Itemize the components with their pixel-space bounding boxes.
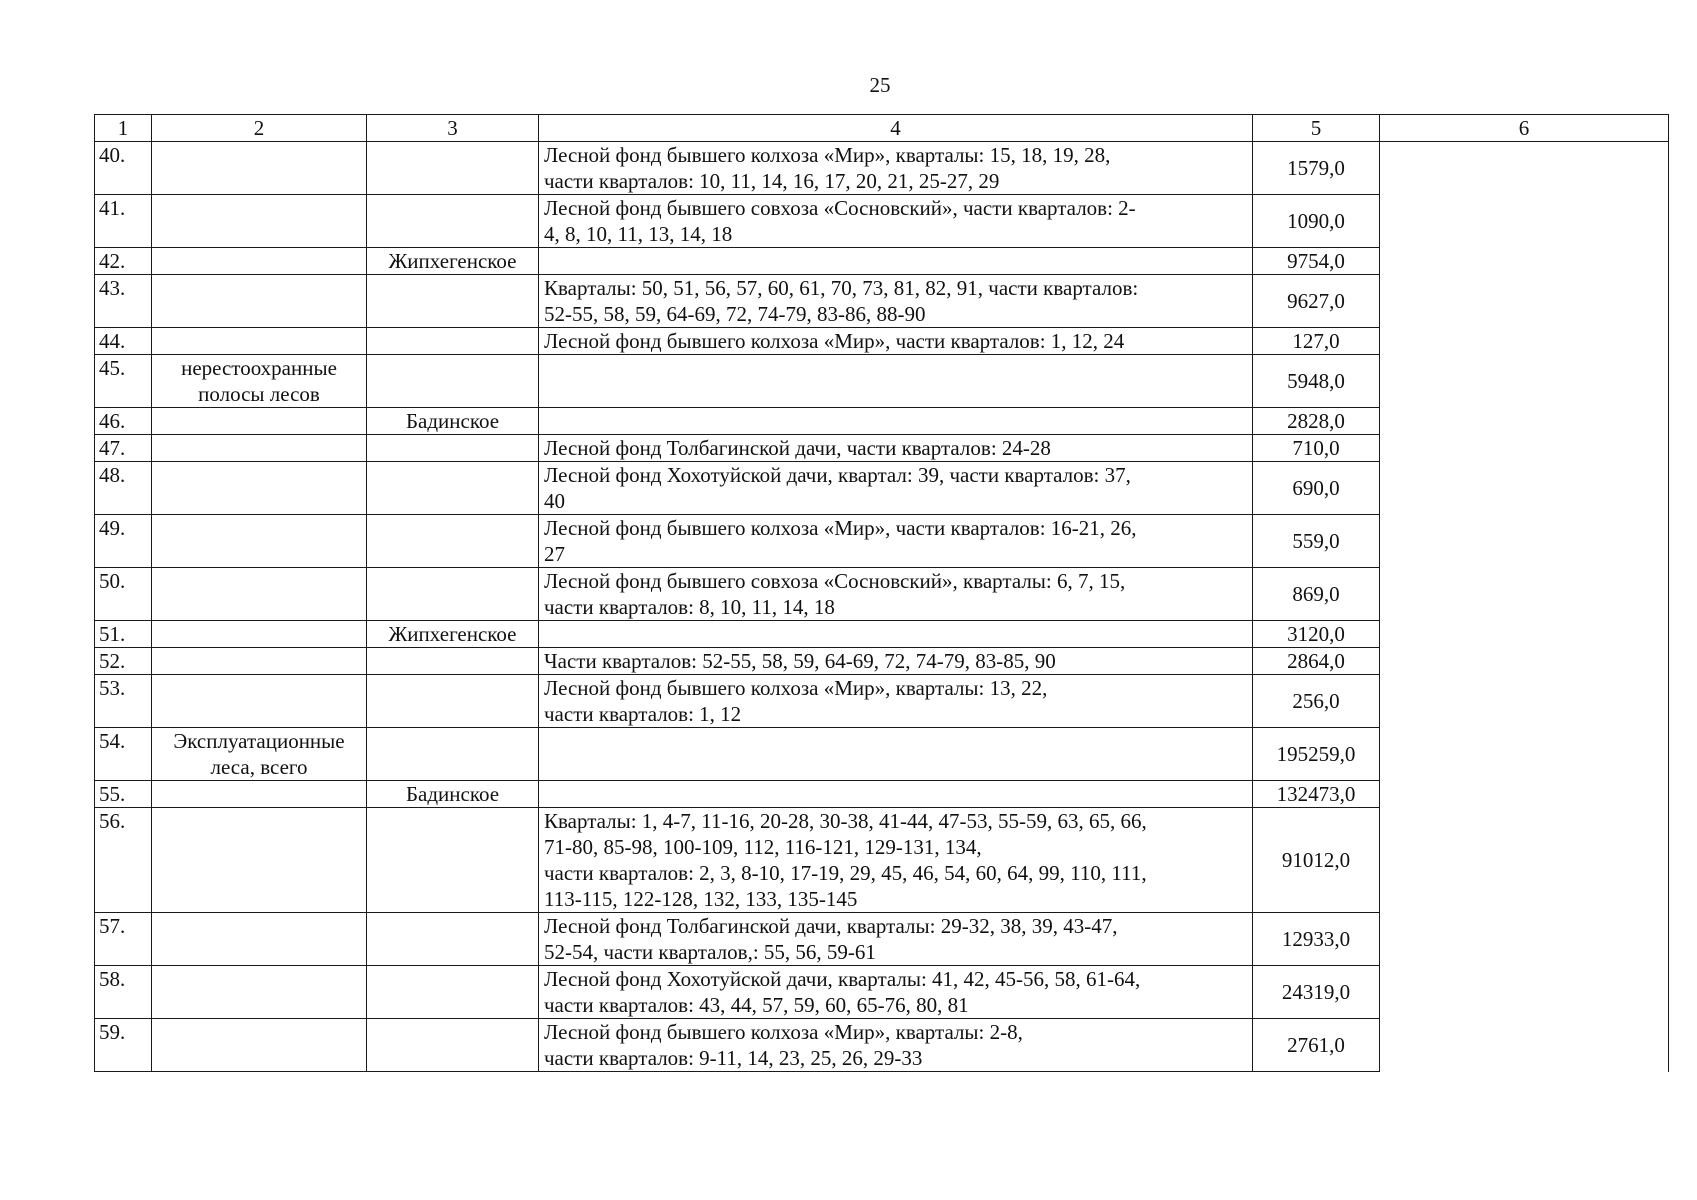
row-number-cell: 51. bbox=[95, 621, 152, 648]
row-number-cell: 57. bbox=[95, 913, 152, 966]
description-cell bbox=[539, 675, 1253, 728]
column-header-5: 5 bbox=[1253, 115, 1380, 142]
description-line: части кварталов: 43, 44, 57, 59, 60, 65-76, 80, 81 bbox=[544, 993, 969, 1017]
description-cell bbox=[539, 568, 1253, 621]
row-number-cell: 46. bbox=[95, 408, 152, 435]
forestry-cell bbox=[367, 648, 539, 675]
description-cell bbox=[539, 781, 1253, 808]
row-number-cell: 42. bbox=[95, 248, 152, 275]
description-cell bbox=[539, 142, 1253, 195]
forest-zoning-table bbox=[94, 114, 1669, 1072]
row-number-cell: 56. bbox=[95, 808, 152, 913]
row-number-cell: 43. bbox=[95, 275, 152, 328]
area-cell: 12933,0 bbox=[1253, 913, 1380, 966]
description-cell bbox=[539, 966, 1253, 1019]
description-line: 52-55, 58, 59, 64-69, 72, 74-79, 83-86, 88-90 bbox=[544, 302, 926, 326]
area-cell: 5948,0 bbox=[1253, 355, 1380, 408]
description-cell bbox=[539, 248, 1253, 275]
forestry-cell bbox=[367, 462, 539, 515]
description-line: Лесной фонд Толбагинской дачи, кварталы: 29-32, 38, 39, 43-47, bbox=[544, 914, 1118, 938]
column-header-1: 1 bbox=[95, 115, 152, 142]
description-line: Лесной фонд бывшего колхоза «Мир», части кварталов: 16-21, 26, bbox=[544, 516, 1137, 540]
area-cell: 2828,0 bbox=[1253, 408, 1380, 435]
description-cell bbox=[539, 435, 1253, 462]
forestry-cell bbox=[367, 355, 539, 408]
category-cell: Эксплуатационные леса, всего bbox=[152, 728, 367, 781]
forestry-cell bbox=[367, 568, 539, 621]
description-cell bbox=[539, 515, 1253, 568]
area-cell: 2864,0 bbox=[1253, 648, 1380, 675]
row-number-cell: 44. bbox=[95, 328, 152, 355]
description-line: части кварталов: 10, 11, 14, 16, 17, 20, 21, 25-27, 29 bbox=[544, 169, 1000, 193]
description-cell bbox=[539, 462, 1253, 515]
description-line: Лесной фонд бывшего совхоза «Сосновский», части кварталов: 2- bbox=[544, 196, 1136, 220]
description-line: Лесной фонд бывшего колхоза «Мир», кварталы: 13, 22, bbox=[544, 676, 1048, 700]
description-line: части кварталов: 8, 10, 11, 14, 18 bbox=[544, 595, 835, 619]
category-cell bbox=[152, 248, 367, 275]
description-line: 52-54, части кварталов,: 55, 56, 59-61 bbox=[544, 940, 876, 964]
description-cell bbox=[539, 1019, 1253, 1072]
page-number: 25 bbox=[869, 73, 891, 97]
area-cell: 2761,0 bbox=[1253, 1019, 1380, 1072]
forestry-cell bbox=[367, 195, 539, 248]
forestry-cell bbox=[367, 966, 539, 1019]
category-cell bbox=[152, 648, 367, 675]
area-cell: 195259,0 bbox=[1253, 728, 1380, 781]
forestry-cell: Жипхегенское bbox=[367, 248, 539, 275]
area-cell: 710,0 bbox=[1253, 435, 1380, 462]
category-cell bbox=[152, 195, 367, 248]
row-number-cell: 50. bbox=[95, 568, 152, 621]
area-cell: 132473,0 bbox=[1253, 781, 1380, 808]
forestry-cell bbox=[367, 435, 539, 462]
category-cell bbox=[152, 568, 367, 621]
table-row bbox=[95, 142, 1669, 195]
area-cell: 256,0 bbox=[1253, 675, 1380, 728]
description-cell bbox=[539, 275, 1253, 328]
forestry-cell: Жипхегенское bbox=[367, 621, 539, 648]
description-line: Лесной фонд Толбагинской дачи, части кварталов: 24-28 bbox=[544, 436, 1051, 460]
area-cell: 91012,0 bbox=[1253, 808, 1380, 913]
area-cell: 24319,0 bbox=[1253, 966, 1380, 1019]
area-cell: 1090,0 bbox=[1253, 195, 1380, 248]
forestry-cell bbox=[367, 142, 539, 195]
description-line: 113-115, 122-128, 132, 133, 135-145 bbox=[544, 887, 858, 911]
forestry-cell bbox=[367, 275, 539, 328]
forestry-cell bbox=[367, 728, 539, 781]
forestry-cell: Бадинское bbox=[367, 781, 539, 808]
row-number-cell: 41. bbox=[95, 195, 152, 248]
category-cell bbox=[152, 142, 367, 195]
description-cell bbox=[539, 808, 1253, 913]
description-cell bbox=[539, 195, 1253, 248]
forestry-cell bbox=[367, 1019, 539, 1072]
row-number-cell: 55. bbox=[95, 781, 152, 808]
area-cell: 9754,0 bbox=[1253, 248, 1380, 275]
description-cell bbox=[539, 913, 1253, 966]
forestry-cell bbox=[367, 515, 539, 568]
description-line: 4, 8, 10, 11, 13, 14, 18 bbox=[544, 222, 733, 246]
description-cell bbox=[539, 648, 1253, 675]
area-cell: 869,0 bbox=[1253, 568, 1380, 621]
description-line: 40 bbox=[544, 489, 565, 513]
category-cell bbox=[152, 275, 367, 328]
row-number-cell: 48. bbox=[95, 462, 152, 515]
description-cell bbox=[539, 621, 1253, 648]
forestry-cell: Бадинское bbox=[367, 408, 539, 435]
forestry-cell bbox=[367, 913, 539, 966]
row-number-cell: 54. bbox=[95, 728, 152, 781]
description-line: Кварталы: 50, 51, 56, 57, 60, 61, 70, 73, 81, 82, 91, части кварталов: bbox=[544, 276, 1139, 300]
forestry-cell bbox=[367, 808, 539, 913]
category-cell bbox=[152, 435, 367, 462]
description-line: части кварталов: 9-11, 14, 23, 25, 26, 29-33 bbox=[544, 1046, 923, 1070]
category-cell bbox=[152, 781, 367, 808]
description-line: 71-80, 85-98, 100-109, 112, 116-121, 129-131, 134, bbox=[544, 835, 982, 859]
category-cell: нерестоохранные полосы лесов bbox=[152, 355, 367, 408]
area-cell: 127,0 bbox=[1253, 328, 1380, 355]
category-cell bbox=[152, 913, 367, 966]
area-cell: 690,0 bbox=[1253, 462, 1380, 515]
category-cell bbox=[152, 966, 367, 1019]
row-number-cell: 59. bbox=[95, 1019, 152, 1072]
row-number-cell: 45. bbox=[95, 355, 152, 408]
description-cell bbox=[539, 328, 1253, 355]
description-line: части кварталов: 2, 3, 8-10, 17-19, 29, 45, 46, 54, 60, 64, 99, 110, 111, bbox=[544, 861, 1147, 885]
row-number-cell: 49. bbox=[95, 515, 152, 568]
category-cell bbox=[152, 462, 367, 515]
row-number-cell: 52. bbox=[95, 648, 152, 675]
description-line: Лесной фонд бывшего совхоза «Сосновский», кварталы: 6, 7, 15, bbox=[544, 569, 1126, 593]
description-line: части кварталов: 1, 12 bbox=[544, 702, 742, 726]
row-number-cell: 53. bbox=[95, 675, 152, 728]
header-row bbox=[95, 115, 1669, 142]
notes-cell bbox=[1380, 142, 1669, 1072]
description-cell bbox=[539, 355, 1253, 408]
area-cell: 1579,0 bbox=[1253, 142, 1380, 195]
category-cell bbox=[152, 408, 367, 435]
description-line: Лесной фонд бывшего колхоза «Мир», части кварталов: 1, 12, 24 bbox=[544, 329, 1125, 353]
description-cell bbox=[539, 408, 1253, 435]
category-cell bbox=[152, 675, 367, 728]
row-number-cell: 47. bbox=[95, 435, 152, 462]
description-line: Части кварталов: 52-55, 58, 59, 64-69, 72, 74-79, 83-85, 90 bbox=[544, 649, 1056, 673]
column-header-4: 4 bbox=[539, 115, 1253, 142]
description-line: Лесной фонд Хохотуйской дачи, квартал: 39, части кварталов: 37, bbox=[544, 463, 1131, 487]
description-line: Лесной фонд Хохотуйской дачи, кварталы: 41, 42, 45-56, 58, 61-64, bbox=[544, 967, 1141, 991]
row-number-cell: 40. bbox=[95, 142, 152, 195]
category-cell bbox=[152, 328, 367, 355]
area-cell: 3120,0 bbox=[1253, 621, 1380, 648]
description-line: 27 bbox=[544, 542, 565, 566]
category-cell bbox=[152, 621, 367, 648]
forestry-cell bbox=[367, 675, 539, 728]
column-header-2: 2 bbox=[152, 115, 367, 142]
category-cell bbox=[152, 808, 367, 913]
category-cell bbox=[152, 1019, 367, 1072]
area-cell: 559,0 bbox=[1253, 515, 1380, 568]
row-number-cell: 58. bbox=[95, 966, 152, 1019]
description-line: Лесной фонд бывшего колхоза «Мир», кварталы: 2-8, bbox=[544, 1020, 1023, 1044]
description-line: Кварталы: 1, 4-7, 11-16, 20-28, 30-38, 41-44, 47-53, 55-59, 63, 65, 66, bbox=[544, 809, 1147, 833]
description-line: Лесной фонд бывшего колхоза «Мир», кварталы: 15, 18, 19, 28, bbox=[544, 143, 1111, 167]
forestry-cell bbox=[367, 328, 539, 355]
category-cell bbox=[152, 515, 367, 568]
area-cell: 9627,0 bbox=[1253, 275, 1380, 328]
description-cell bbox=[539, 728, 1253, 781]
column-header-3: 3 bbox=[367, 115, 539, 142]
column-header-6: 6 bbox=[1380, 115, 1669, 142]
